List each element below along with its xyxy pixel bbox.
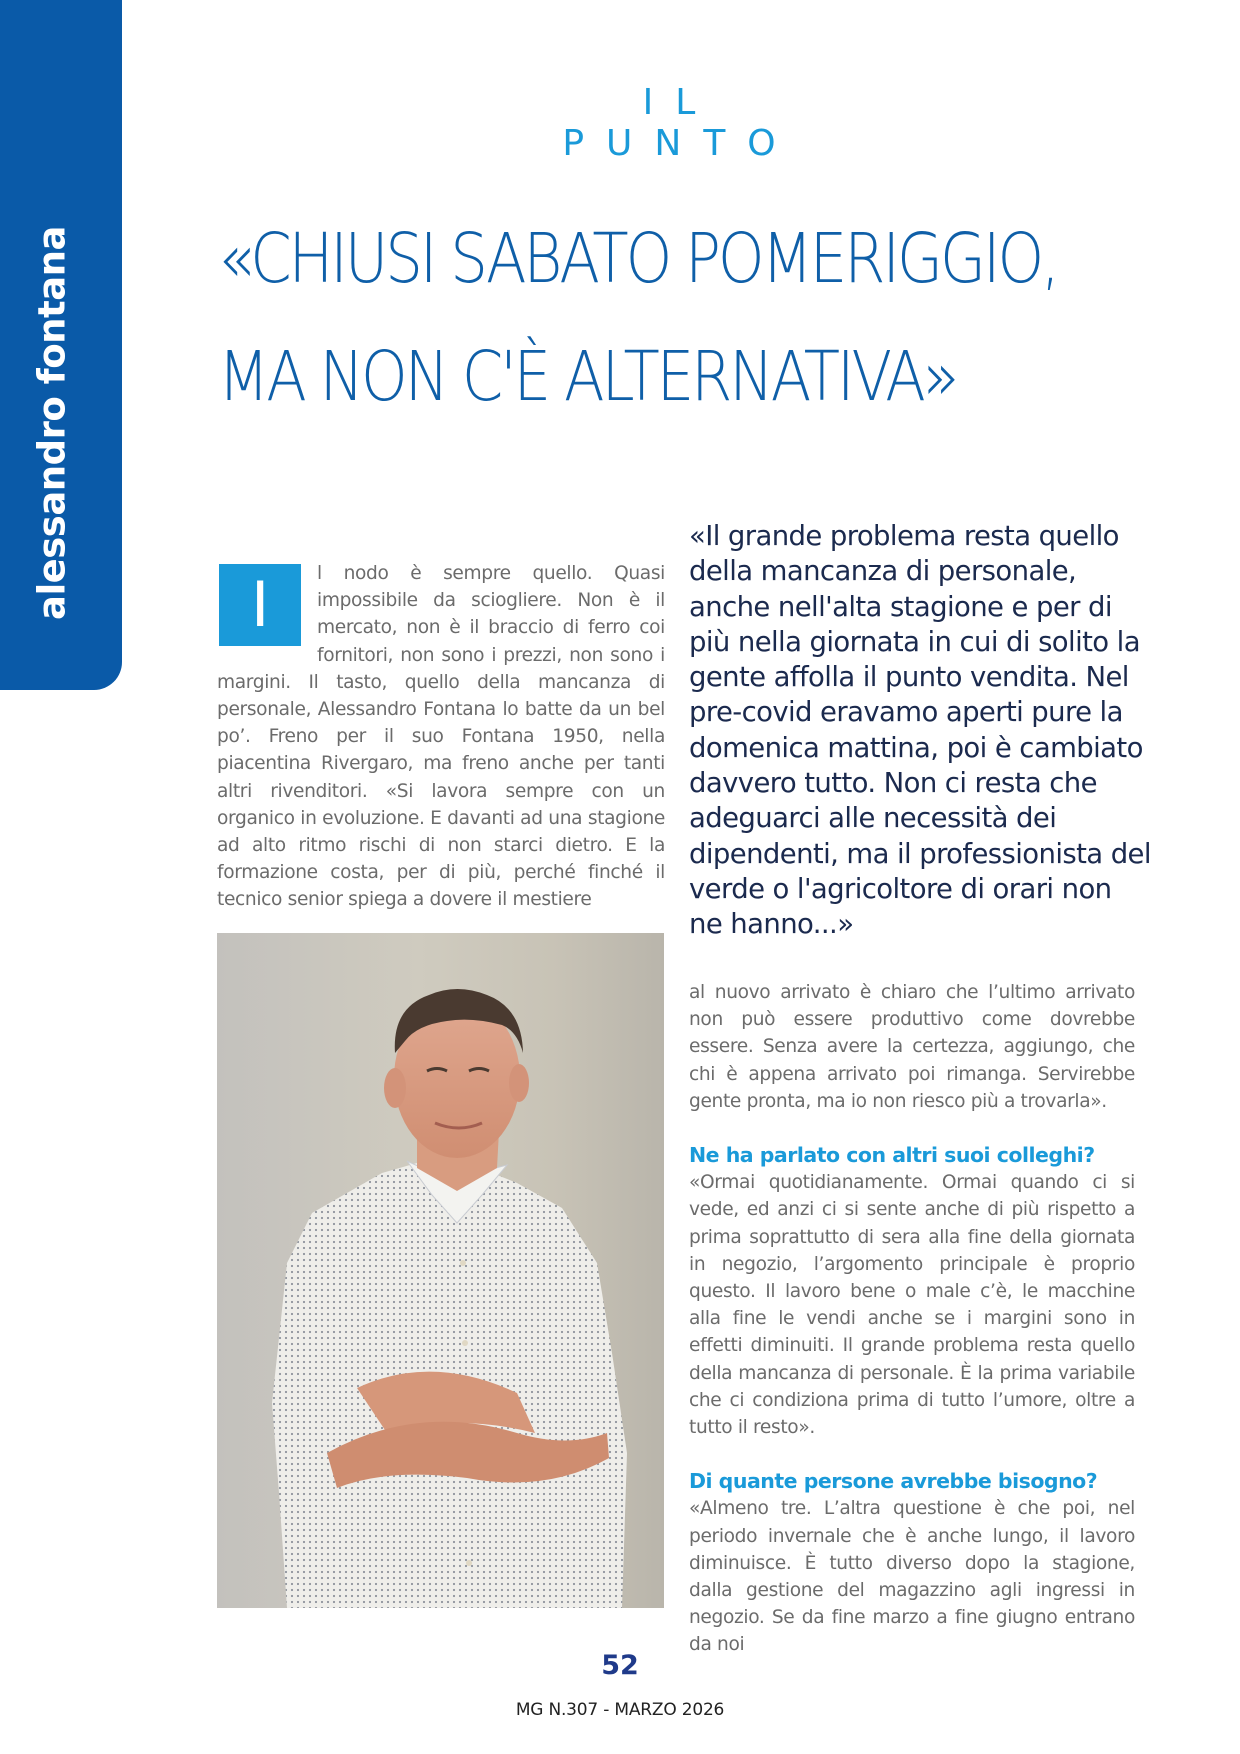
section-label: IL PUNTO [562,82,798,164]
headline-line-2: MA NON C'È ALTERNATIVA» [218,337,957,417]
pull-quote-line: dipendenti, ma il professionista del [689,837,1151,870]
headline [218,200,1078,436]
pull-quote-line: più nella giornata in cui di solito la [689,625,1140,658]
pull-quote [689,519,1159,943]
pull-quote-line: ne hanno...» [689,908,854,941]
headline-line-1: «CHIUSI SABATO POMERIGGIO, [218,219,1057,299]
continuation-paragraph: al nuovo arrivato è chiaro che l’ultimo arrivato non può essere produttivo come dovrebbe essere. Senza avere la certezza, aggiungo, che chi è appena arrivato poi rimanga. Servirebbe gente pronta, ma io non riesco più a trovarla». [689,982,1135,1112]
author-name: alessandro fontana [30,226,74,620]
pull-quote-line: «Il grande problema resta quello [689,520,1119,552]
interview-answer: «Almeno tre. L’altra questione è che poi, nel periodo invernale che è anche lungo, il lavoro diminuisce. È tutto diverso dopo la stagione, dalla gestione del magazzino agli ingressi in negozio. Se da fine marzo a fine giugno entrano da noi [689,1498,1135,1656]
pull-quote-line: davvero tutto. Non ci resta che [689,767,1097,800]
portrait-photo [217,933,664,1608]
portrait-illustration [217,933,664,1608]
page-number: 52 [601,1650,639,1681]
intro-column [217,560,665,914]
pull-quote-line: anche nell'alta stagione e per di [689,590,1112,623]
interview-question: Di quante persone avrebbe bisogno? [689,1469,1098,1494]
issue-info: MG N.307 - MARZO 2026 [515,1700,725,1720]
interview-question: Ne ha parlato con altri suoi colleghi? [689,1143,1095,1168]
pull-quote-line: pre-covid eravamo aperti pure la [689,696,1123,729]
interview-column [689,979,1135,1659]
intro-paragraph: l nodo è sempre quello. Quasi impossibile da sciogliere. Non è il mercato, non è il braccio di ferro coi fornitori, non sono i prezzi, non sono i margini. Il tasto, quello della mancanza di personale, Alessandro Fontana lo batte da un bel po’. Freno per il suo Fontana 1950, nella piacentina Rivergaro, ma freno anche per tanti altri rivenditori. «Si lavora sempre con un organico in evoluzione. E davanti ad una stagione ad alto ritmo rischi di non starci dietro. E la formazione costa, per di più, perché finché il tecnico senior spiega a dovere il mestiere [217,563,665,911]
author-sidebar [0,0,122,690]
pull-quote-line: gente affolla il punto vendita. Nel [689,661,1129,694]
pull-quote-line: della mancanza di personale, [689,555,1077,588]
interview-answer: «Ormai quotidianamente. Ormai quando ci si vede, ed anzi ci si sente anche di più rispetto a prima soprattutto di sera alla fine della giornata in negozio, l’argomento principale è proprio questo. Il lavoro bene o male c’è, le macchine alla fine le vendi anche se i margini sono in effetti diminuiti. Il grande problema resta quello della mancanza di personale. È la prima variabile che ci condiziona prima di tutto l’umore, oltre a tutto il resto». [689,1172,1135,1439]
pull-quote-line: adeguarci alle necessità dei [689,802,1057,835]
pull-quote-line: verde o l'agricoltore di orari non [689,872,1112,905]
dropcap: I [219,564,301,646]
pull-quote-line: domenica mattina, poi è cambiato [689,731,1143,764]
